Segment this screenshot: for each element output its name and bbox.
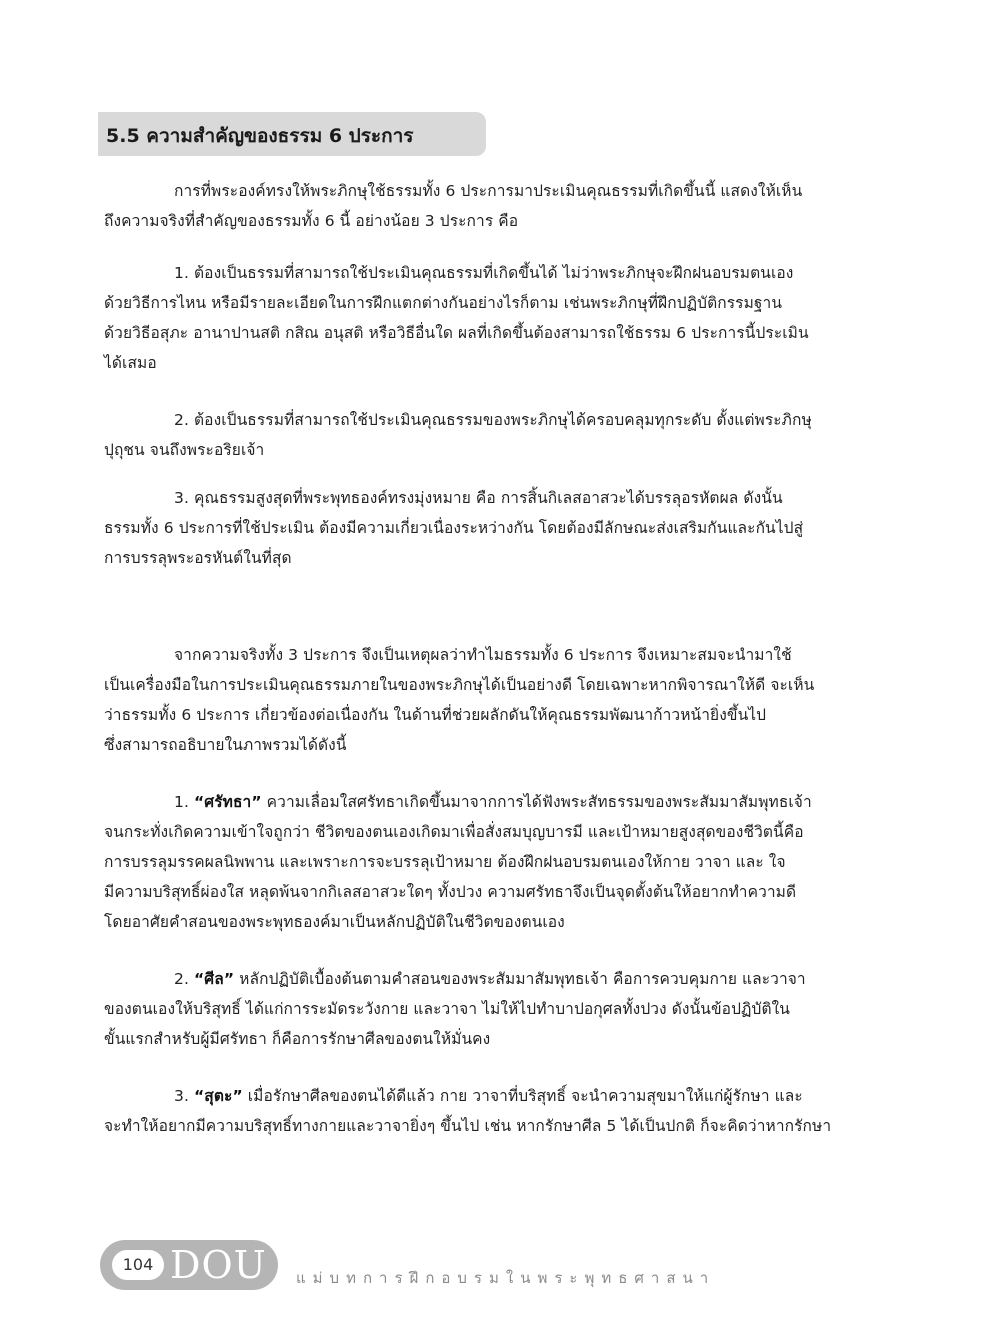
text-line: ได้เสมอ — [104, 354, 157, 372]
text-line — [104, 1081, 882, 1111]
page-number: 104 — [112, 1250, 164, 1280]
summary-paragraph — [104, 640, 882, 760]
term-suta: “สุตะ” — [194, 1087, 243, 1105]
item-number: 3. — [174, 1087, 195, 1105]
point-1-paragraph — [104, 258, 882, 378]
text-line: 2. ต้องเป็นธรรมที่สามารถใช้ประเมินคุณธรรมของพระภิกษุได้ครอบคลุมทุกระดับ ตั้งแต่พระภิกษุ — [174, 411, 812, 429]
suta-paragraph — [104, 1081, 882, 1141]
text-line: มีความบริสุทธิ์ผ่องใส หลุดพ้นจากกิเลสอาสวะใดๆ ทั้งปวง ความศรัทธาจึงเป็นจุดตั้งต้นให้อยากทำความดี — [104, 883, 797, 901]
text-line: การบรรลุพระอรหันต์ในที่สุด — [104, 549, 292, 567]
text-line: ด้วยวิธีอสุภะ อานาปานสติ กสิณ อนุสติ หรือวิธีอื่นใด ผลที่เกิดขึ้นต้องสามารถใช้ธรรม 6 ประการนี้ประเมิน — [104, 324, 809, 342]
text-line: ของตนเองให้บริสุทธิ์ ได้แก่การระมัดระวังกาย และวาจา ไม่ให้ไปทำบาปอกุศลทั้งปวง ดังนั้นข้อปฏิบัติใน — [104, 1000, 790, 1018]
text-line: เป็นเครื่องมือในการประเมินคุณธรรมภายในของพระภิกษุได้เป็นอย่างดี โดยเฉพาะหากพิจารณาให้ดี จะเห็น — [104, 676, 815, 694]
sila-paragraph — [104, 964, 882, 1054]
text-line: ขั้นแรกสำหรับผู้มีศรัทธา ก็คือการรักษาศีลของตนให้มั่นคง — [104, 1030, 491, 1048]
brand-logo: DOU — [170, 1243, 267, 1287]
text-line — [104, 964, 882, 994]
book-title: แม่บทการฝึกอบรมในพระพุทธศาสนา — [296, 1269, 716, 1287]
point-2-paragraph — [104, 405, 882, 465]
term-sila: “ศีล” — [194, 970, 235, 988]
text-line: ว่าธรรมทั้ง 6 ประการ เกี่ยวข้องต่อเนื่องกัน ในด้านที่ช่วยผลักดันให้คุณธรรมพัฒนาก้าวหน้ายิ่งขึ้นไป — [104, 706, 767, 724]
text-line: ปุถุชน จนถึงพระอริยเจ้า — [104, 441, 265, 459]
text-line: จากความจริงทั้ง 3 ประการ จึงเป็นเหตุผลว่าทำไมธรรมทั้ง 6 ประการ จึงเหมาะสมจะนำมาใช้ — [174, 646, 792, 664]
text-line — [104, 787, 882, 817]
point-3-paragraph — [104, 483, 882, 573]
intro-paragraph — [104, 176, 882, 236]
text-line: จะทำให้อยากมีความบริสุทธิ์ทางกายและวาจายิ่งๆ ขึ้นไป เช่น หากรักษาศีล 5 ได้เป็นปกติ ก็จะคิดว่าหากรักษา — [104, 1117, 832, 1135]
item-number: 2. — [174, 970, 195, 988]
term-saddha: “ศรัทธา” — [194, 793, 262, 811]
text-line: 1. ต้องเป็นธรรมที่สามารถใช้ประเมินคุณธรรมที่เกิดขึ้นได้ ไม่ว่าพระภิกษุจะฝึกฝนอบรมตนเอง — [174, 264, 794, 282]
text-line: ซึ่งสามารถอธิบายในภาพรวมได้ดังนี้ — [104, 736, 347, 754]
text-line: การที่พระองค์ทรงให้พระภิกษุใช้ธรรมทั้ง 6 ประการมาประเมินคุณธรรมที่เกิดขึ้นนี้ แสดงให้เห็น — [174, 182, 803, 200]
text-line: โดยอาศัยคำสอนของพระพุทธองค์มาเป็นหลักปฏิบัติในชีวิตของตนเอง — [104, 913, 565, 931]
section-title: 5.5 ความสำคัญของธรรม 6 ประการ — [106, 125, 414, 147]
item-number: 1. — [174, 793, 195, 811]
text-line: การบรรลุมรรคผลนิพพาน และเพราะการจะบรรลุเป้าหมาย ต้องฝึกฝนอบรมตนเองให้กาย วาจา และ ใจ — [104, 853, 786, 871]
text-run: เมื่อรักษาศีลของตนได้ดีแล้ว กาย วาจาที่บริสุทธิ์ จะนำความสุขมาให้แก่ผู้รักษา และ — [242, 1087, 803, 1105]
text-line: 3. คุณธรรมสูงสุดที่พระพุทธองค์ทรงมุ่งหมาย คือ การสิ้นกิเลสอาสวะได้บรรลุอรหัตผล ดังนั้น — [174, 489, 783, 507]
text-line: ธรรมทั้ง 6 ประการที่ใช้ประเมิน ต้องมีความเกี่ยวเนื่องระหว่างกัน โดยต้องมีลักษณะส่งเสริมกันและกันไปสู่ — [104, 519, 804, 537]
text-line: ด้วยวิธีการไหน หรือมีรายละเอียดในการฝึกแตกต่างกันอย่างไรก็ตาม เช่นพระภิกษุที่ฝึกปฏิบัติกรรมฐาน — [104, 294, 783, 312]
text-line: ถึงความจริงที่สำคัญของธรรมทั้ง 6 นี้ อย่างน้อย 3 ประการ คือ — [104, 212, 519, 230]
text-line: จนกระทั่งเกิดความเข้าใจถูกว่า ชีวิตของตนเองเกิดมาเพื่อสั่งสมบุญบารมี และเป้าหมายสูงสุดของชีวิตนี้คือ — [104, 823, 804, 841]
text-run: ความเลื่อมใสศรัทธาเกิดขึ้นมาจากการได้ฟังพระสัทธรรมของพระสัมมาสัมพุทธเจ้า — [261, 793, 812, 811]
saddha-paragraph — [104, 787, 882, 937]
text-run: หลักปฏิบัติเบื้องต้นตามคำสอนของพระสัมมาสัมพุทธเจ้า คือการควบคุมกาย และวาจา — [234, 970, 806, 988]
